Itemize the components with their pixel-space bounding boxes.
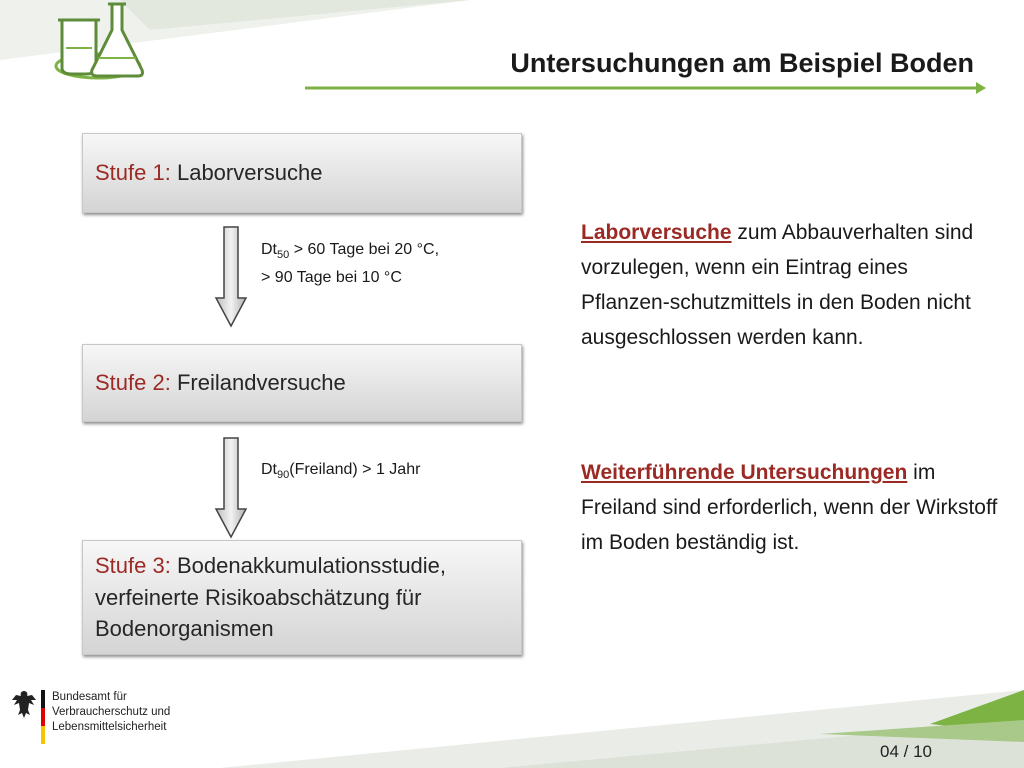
logo-line-1: Bundesamt für xyxy=(52,691,127,703)
stage-2-prefix: Stufe 2: xyxy=(95,370,171,396)
stage-3-box xyxy=(82,540,522,655)
stage-1-label: Laborversuche xyxy=(176,160,323,186)
info-heading-1: Laborversuche xyxy=(581,221,732,244)
info-text-1: zum Abbauverhalten sind vorzulegen, wenn ein Eintrag eines Pflanzen-schutzmittels in den Boden nicht ausgeschlossen werden kann. xyxy=(581,221,974,349)
info-text-2: im Freiland sind erforderlich, wenn der Wirkstoff im Boden beständig ist. xyxy=(581,461,998,554)
condition-1-line1: > 60 Tage bei 20 °C, xyxy=(289,241,440,258)
stage-2-label: Freilandversuche xyxy=(176,370,346,396)
flag-stripe xyxy=(41,690,45,744)
logo-line-2: Verbraucherschutz und xyxy=(52,705,171,718)
stage-1-box xyxy=(82,133,522,213)
condition-2-text: (Freiland) > 1 Jahr xyxy=(289,461,421,478)
agency-logo-text xyxy=(52,690,170,735)
federal-eagle-icon xyxy=(10,688,38,720)
info-heading-2: Weiterführende Untersuchungen xyxy=(581,461,908,484)
condition-2-symbol: Dt xyxy=(261,461,277,478)
stage-3-prefix: Stufe 3: xyxy=(95,552,171,578)
slide-title: Untersuchungen am Beispiel Boden xyxy=(510,48,974,78)
page-number: 04 / 10 xyxy=(880,742,932,761)
condition-2 xyxy=(261,457,420,485)
info-paragraph-2 xyxy=(581,456,1001,561)
logo-line-3: Lebensmittelsicherheit xyxy=(52,720,167,733)
arrow-down-icon xyxy=(214,437,248,539)
stage-1-prefix: Stufe 1: xyxy=(95,160,171,186)
condition-1-subscript: 50 xyxy=(277,249,290,262)
arrow-down-icon xyxy=(214,226,248,328)
condition-1-line2: > 90 Tage bei 10 °C xyxy=(261,268,402,286)
condition-1-symbol: Dt xyxy=(261,241,277,258)
stage-2-box xyxy=(82,344,522,422)
stage-3-label: Bodenakkumulationsstudie, verfeinerte Risikoabschätzung für Bodenorganismen xyxy=(95,552,447,642)
condition-1 xyxy=(261,237,439,290)
condition-2-subscript: 90 xyxy=(277,469,290,482)
info-paragraph-1 xyxy=(581,216,1001,355)
lab-flasks-icon xyxy=(52,0,148,82)
